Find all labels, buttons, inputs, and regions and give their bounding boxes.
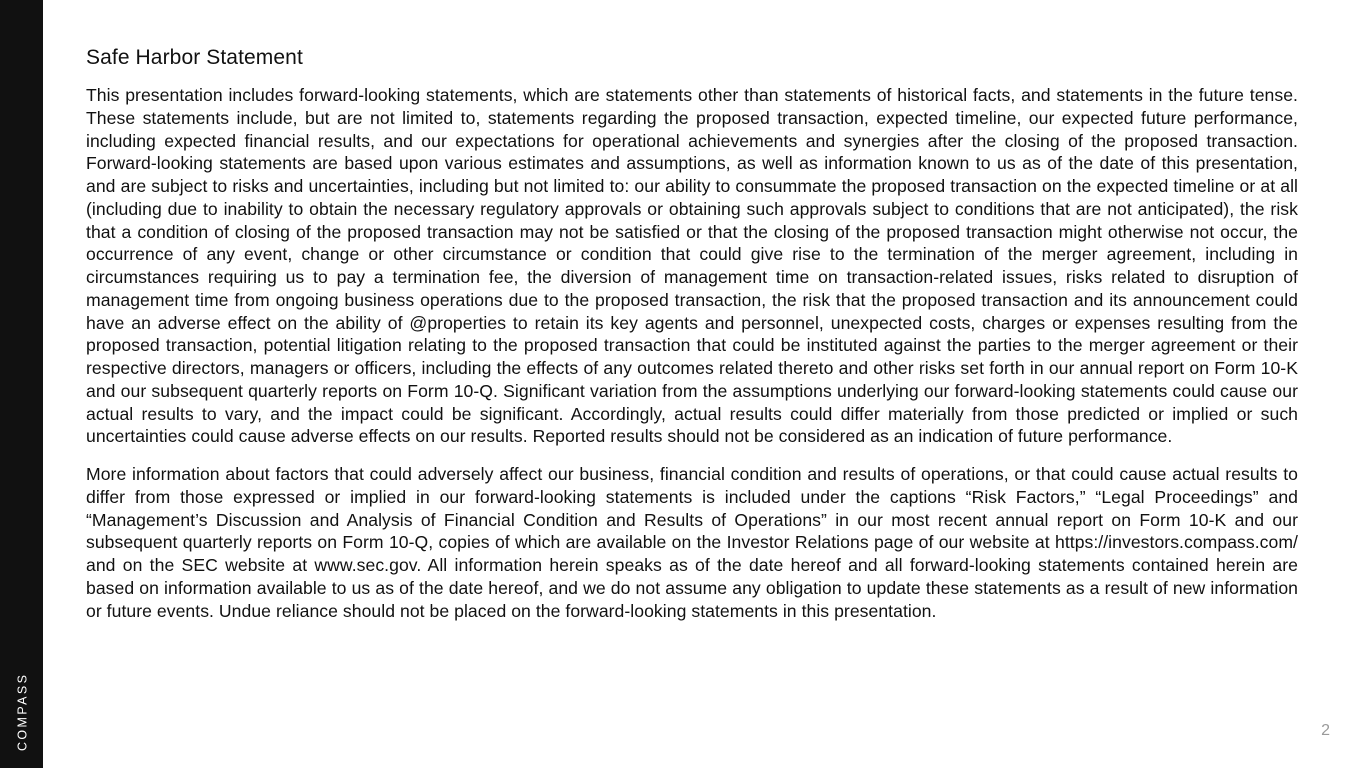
svg-text:COMPASS: COMPASS [15,672,30,751]
slide-title: Safe Harbor Statement [86,46,303,69]
compass-logo [0,665,43,755]
page-number: 2 [1321,722,1330,739]
additional-information-paragraph: More information about factors that could adversely affect our business, financial condition and results of operations, or that could cause actual results to differ from those expressed or implied in our forward-looking statements is included under the captions “Risk Factors,” “Legal Proceedings” and “Management’s Discussion and Analysis of Financial Condition and Results of Operations” in our most recent annual report on Form 10-K and our subsequent quarterly reports on Form 10-Q, copies of which are available on the Investor Relations page of our website at https://investors.compass.com/ and on the SEC website at www.sec.gov. All information herein speaks as of the date hereof and all forward-looking statements contained herein are based on information available to us as of the date hereof, and we do not assume any obligation to update these statements as a result of new information or future events. Undue reliance should not be placed on the forward-looking statements in this presentation. [86,464,1298,621]
safe-harbor-paragraph: This presentation includes forward-looking statements, which are statements other than statements of historical facts, and statements in the future tense. These statements include, but are not limited to, statements regarding the proposed transaction, expected timeline, our expected future performance, including expected financial results, and our expectations for operational achievements and synergies after the closing of the proposed transaction. Forward-looking statements are based upon various estimates and assumptions, as well as information known to us as of the date of this presentation, and are subject to risks and uncertainties, including but not limited to: our ability to consummate the proposed transaction on the expected timeline or at all (including due to inability to obtain the necessary regulatory approvals or obtaining such approvals subject to conditions that are not anticipated), the risk that a condition of closing of the proposed transaction may not be satisfied or that the closing of the proposed transaction might otherwise not occur, the occurrence of any event, change or other circumstance or condition that could give rise to the termination of the merger agreement, including in circumstances requiring us to pay a termination fee, the diversion of management time on transaction-related issues, risks related to disruption of management time from ongoing business operations due to the proposed transaction, the risk that the proposed transaction and its announcement could have an adverse effect on the ability of @properties to retain its key agents and personnel, unexpected costs, charges or expenses resulting from the proposed transaction, potential litigation relating to the proposed transaction that could be instituted against the parties to the merger agreement or their respective directors, managers or officers, including the effects of any outcomes related thereto and other risks set forth in our annual report on Form 10-K and our subsequent quarterly reports on Form 10-Q. Significant variation from the assumptions underlying our forward-looking statements could cause our actual results to vary, and the impact could be significant. Accordingly, actual results could differ materially from those predicted or implied or such uncertainties could cause adverse effects on our results. Reported results should not be considered as an indication of future performance. [86,85,1298,447]
slide-content [86,44,1298,622]
brand-sidebar [0,0,43,768]
